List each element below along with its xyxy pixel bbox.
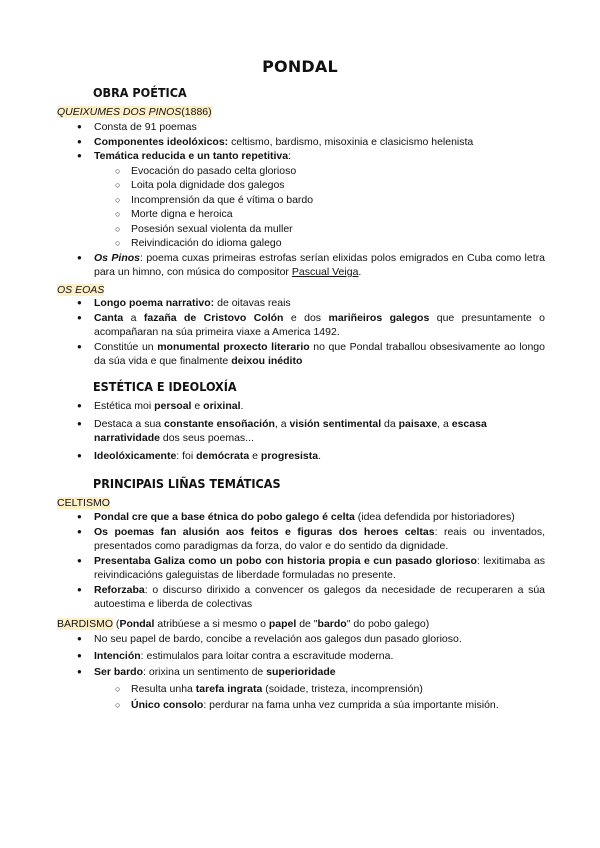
- list-item: ● Constitúe un monumental proxecto literario no que Pondal traballou obsesivamente ao longo da súa vida e que finalmente deixou inédito: [57, 340, 545, 369]
- list-item: ● Longo poema narrativo: de oitavas reais: [57, 296, 545, 311]
- heading-obra-poetica: OBRA POÉTICA: [93, 85, 187, 100]
- heading-linas-tematicas: PRINCIPAIS LIÑAS TEMÁTICAS: [93, 476, 281, 491]
- list-item: ● Consta de 91 poemas: [57, 120, 545, 135]
- sub-list-item: ○ Posesión sexual violenta da muller: [57, 222, 545, 237]
- list-item: ● Componentes ideolóxicos: celtismo, bardismo, misoxinia e clasicismo helenista: [57, 135, 545, 150]
- list-item: ● Temática reducida e un tanto repetitiva:: [57, 149, 545, 164]
- label-celtismo: [57, 496, 110, 511]
- eoas-list: [57, 296, 545, 369]
- list-item: ● Ser bardo: orixina un sentimento de superioridade: [57, 665, 545, 680]
- sub-list-item: ○ Incomprensión da que é vítima o bardo: [57, 193, 545, 208]
- label-bardismo: BARDISMO (Pondal atribúese a si mesmo o papel de "bardo" do pobo galego): [57, 618, 430, 630]
- bardismo-list: [57, 632, 545, 713]
- list-item: ● Ideolóxicamente: foi demócrata e progresista.: [57, 449, 545, 464]
- list-item: ● Os Pinos: poema cuxas primeiras estrofas serían elixidas polos emigrados en Cuba como letra para un himno, con música do compositor Pascual Veiga.: [57, 251, 545, 280]
- list-item: ● Presentaba Galiza como un pobo con historia propia e cun pasado glorioso: lexitimaba as reivindicacións galeguistas de liberdade formuladas no presente.: [57, 554, 545, 583]
- estetica-list: [57, 399, 545, 463]
- sub-list-item: ○ Resulta unha tarefa ingrata (soidade, tristeza, incomprensión): [57, 682, 545, 697]
- heading-estetica: ESTÉTICA E IDEOLOXÍA: [93, 379, 237, 394]
- queixumes-list: [57, 120, 545, 280]
- list-item: ● No seu papel de bardo, concibe a revelación aos galegos dun pasado glorioso.: [57, 632, 545, 647]
- pascual-veiga-link[interactable]: Pascual Veiga: [291, 266, 359, 278]
- queixumes-year: (1886): [181, 106, 212, 118]
- os-eoas-title: OS EOAS: [57, 284, 105, 296]
- sub-list-item: ○ Morte digna e heroica: [57, 207, 545, 222]
- list-item: ● Intención: estimulalos para loitar contra a escravitude moderna.: [57, 649, 545, 664]
- sub-list-item: ○ Loita pola dignidade dos galegos: [57, 178, 545, 193]
- sub-list-item: ○ Único consolo: perdurar na fama unha vez cumprida a súa importante misión.: [57, 698, 545, 713]
- page-title: PONDAL: [262, 57, 338, 76]
- label-queixumes: [57, 105, 212, 120]
- sub-list-item: ○ Reivindicación do idioma galego: [57, 236, 545, 251]
- list-item: ● Canta a fazaña de Cristovo Colón e dos mariñeiros galegos que presuntamente o acompañaran na súa primeira viaxe a America 1492.: [57, 311, 545, 340]
- list-item: ● Estética moi persoal e orixinal.: [57, 399, 545, 414]
- queixumes-title: QUEIXUMES DOS PINOS: [57, 106, 182, 118]
- bardismo-title: BARDISMO: [57, 618, 114, 630]
- list-item: ● Reforzaba: o discurso dirixido a convencer os galegos da necesidade de recuperaren a súa autoestima e liberda de colectivas: [57, 583, 545, 612]
- sub-list-item: ○ Evocación do pasado celta glorioso: [57, 164, 545, 179]
- list-item: ● Os poemas fan alusión aos feitos e figuras dos heroes celtas: reais ou inventados, presentados como paradigmas da forza, do valor e do sentido da dignidade.: [57, 525, 545, 554]
- celtismo-title: CELTISMO: [57, 497, 110, 509]
- list-item: ● Pondal cre que a base étnica do pobo galego é celta (idea defendida por historiadores): [57, 510, 545, 525]
- list-item: ● Destaca a sua constante ensoñación, a visión sentimental da paisaxe, a escasa narratividade dos seus poemas...: [57, 417, 545, 446]
- celtismo-list: [57, 510, 545, 612]
